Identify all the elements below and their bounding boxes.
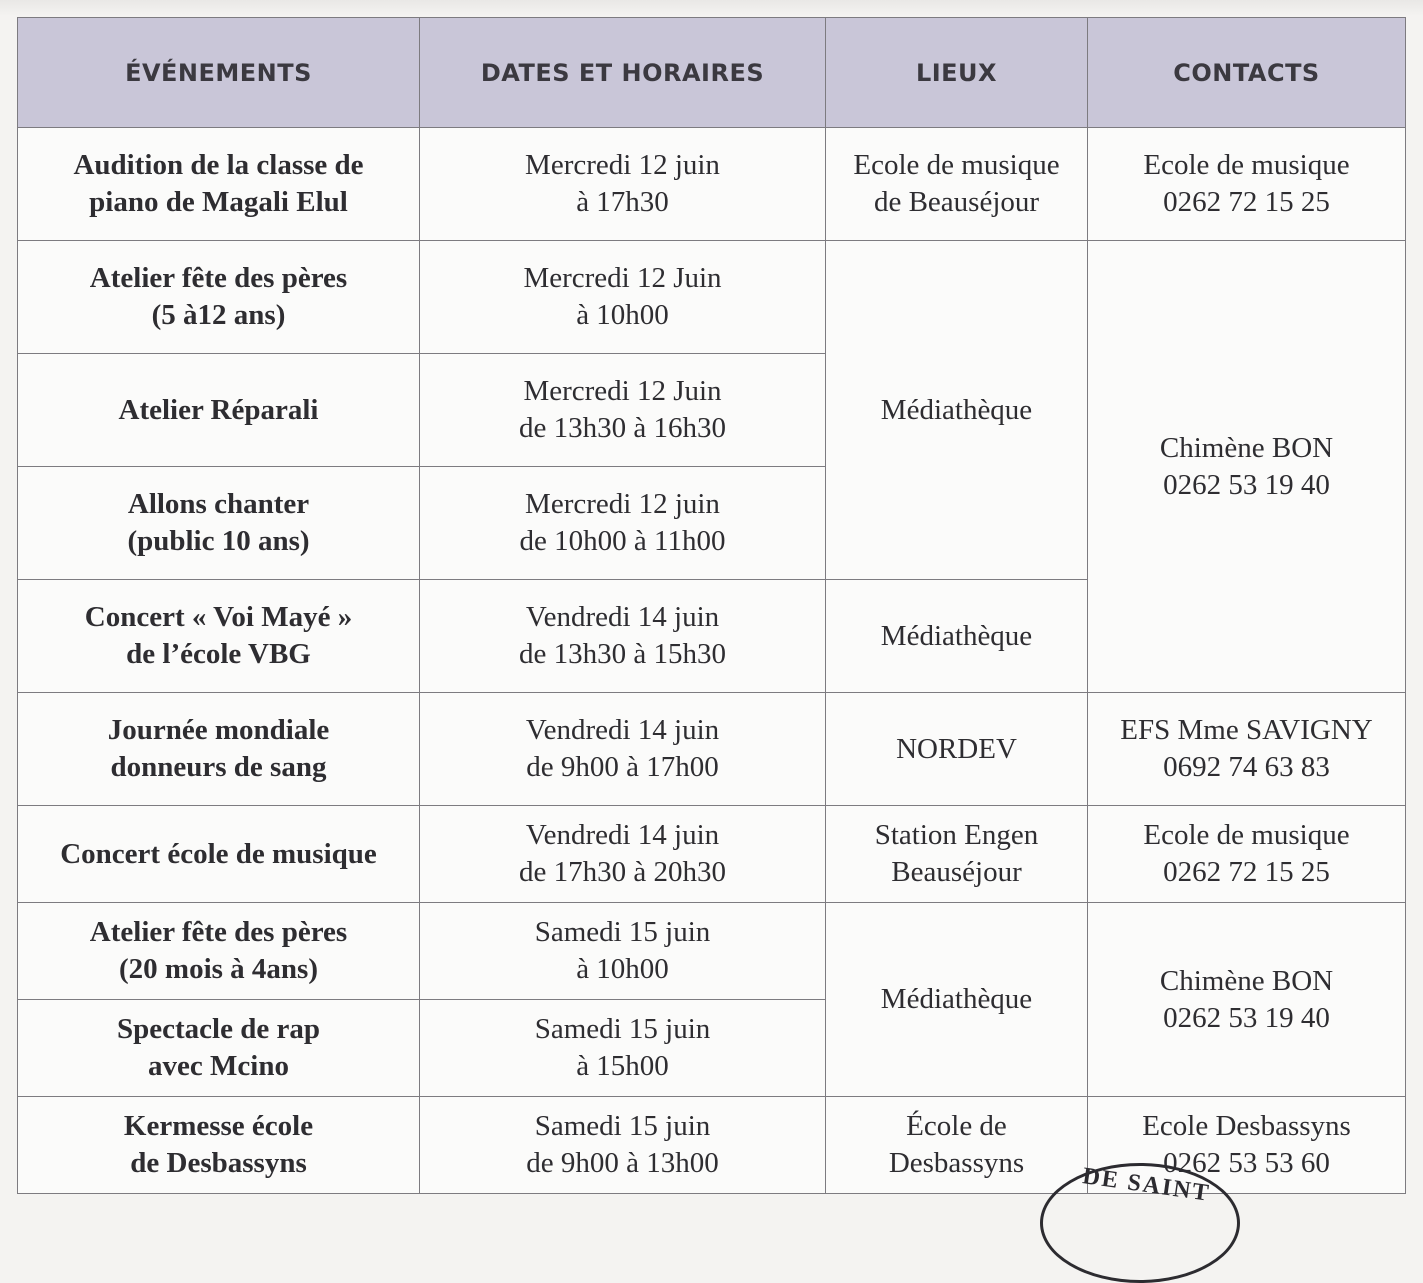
page-top-edge <box>0 0 1423 16</box>
event-line: donneurs de sang <box>110 751 327 783</box>
place-line: École de <box>906 1110 1007 1142</box>
event-cell <box>18 1000 420 1097</box>
contact-cell <box>1088 128 1406 241</box>
place-line: Médiathèque <box>880 393 1033 426</box>
event-line: (20 mois à 4ans) <box>119 953 318 985</box>
date-cell <box>420 241 826 354</box>
contact-cell <box>1088 693 1406 806</box>
place-cell <box>826 580 1088 693</box>
event-cell <box>18 903 420 1000</box>
event-cell <box>18 580 420 693</box>
header-events: ÉVÉNEMENTS <box>18 18 420 128</box>
date-line: Vendredi 14 juin <box>525 714 720 746</box>
contact-phone: 0262 72 15 25 <box>1163 186 1330 218</box>
contact-name: Chimène BON <box>1159 964 1334 997</box>
date-line: Mercredi 12 juin <box>525 488 720 520</box>
event-cell <box>18 241 420 354</box>
contact-phone: 0262 53 19 40 <box>1163 468 1330 501</box>
event-line: Audition de la classe de <box>73 149 364 181</box>
event-line: (public 10 ans) <box>127 525 310 557</box>
events-table <box>17 17 1406 1194</box>
table-row <box>18 128 1406 241</box>
table-row <box>18 806 1406 903</box>
date-line: Mercredi 12 Juin <box>523 262 722 294</box>
place-line: Station Engen <box>874 819 1039 851</box>
date-cell <box>420 580 826 693</box>
table-row <box>18 241 1406 354</box>
table-row <box>18 903 1406 1000</box>
time-line: à 10h00 <box>576 953 669 985</box>
date-cell <box>420 1097 826 1194</box>
event-line: Concert « Voi Mayé » <box>84 601 353 633</box>
contact-phone: 0692 74 63 83 <box>1163 751 1330 783</box>
event-cell <box>18 693 420 806</box>
date-cell <box>420 1000 826 1097</box>
header-contacts: CONTACTS <box>1088 18 1406 128</box>
header-places: LIEUX <box>826 18 1088 128</box>
time-line: de 9h00 à 17h00 <box>526 751 719 783</box>
contact-cell <box>1088 903 1406 1097</box>
place-line: Desbassyns <box>888 1147 1025 1179</box>
place-line: Beauséjour <box>891 856 1022 888</box>
contact-name: Ecole de musique <box>1143 149 1350 181</box>
place-line: NORDEV <box>896 732 1017 765</box>
contact-phone: 0262 53 19 40 <box>1163 1001 1330 1034</box>
event-line: Atelier fête des pères <box>89 262 348 294</box>
header-dates: DATES ET HORAIRES <box>420 18 826 128</box>
contact-cell <box>1088 241 1406 693</box>
contact-name: Chimène BON <box>1159 431 1334 464</box>
place-line: Médiathèque <box>880 983 1033 1015</box>
date-line: Samedi 15 juin <box>534 1013 711 1045</box>
contact-name: EFS Mme SAVIGNY <box>1120 714 1373 746</box>
contact-name: Ecole de musique <box>1143 819 1350 851</box>
date-line: Mercredi 12 Juin <box>523 375 722 407</box>
event-line: Concert école de musique <box>60 837 377 870</box>
header-row <box>18 18 1406 128</box>
date-line: Vendredi 14 juin <box>525 819 720 851</box>
place-cell <box>826 1097 1088 1194</box>
place-cell <box>826 806 1088 903</box>
event-line: Spectacle de rap <box>117 1013 320 1045</box>
date-line: Mercredi 12 juin <box>525 149 720 181</box>
contact-phone: 0262 53 53 60 <box>1163 1147 1330 1179</box>
event-line: Atelier Réparali <box>118 393 319 426</box>
event-line: piano de Magali Elul <box>89 186 348 218</box>
event-line: de Desbassyns <box>130 1147 307 1179</box>
time-line: de 9h00 à 13h00 <box>526 1147 719 1179</box>
date-cell <box>420 467 826 580</box>
date-cell <box>420 903 826 1000</box>
date-cell <box>420 128 826 241</box>
event-cell <box>18 467 420 580</box>
place-cell <box>826 903 1088 1097</box>
contact-phone: 0262 72 15 25 <box>1163 856 1330 888</box>
date-cell <box>420 693 826 806</box>
date-cell <box>420 354 826 467</box>
date-line: Samedi 15 juin <box>534 916 711 948</box>
event-cell <box>18 806 420 903</box>
place-cell <box>826 128 1088 241</box>
time-line: de 17h30 à 20h30 <box>519 856 726 888</box>
time-line: de 10h00 à 11h00 <box>519 525 726 557</box>
stamp-text: DE SAINT <box>1080 1163 1212 1207</box>
place-line: de Beauséjour <box>873 186 1040 218</box>
place-line: Ecole de musique <box>853 149 1060 181</box>
event-line: (5 à12 ans) <box>151 299 286 331</box>
date-cell <box>420 806 826 903</box>
contact-cell <box>1088 806 1406 903</box>
time-line: à 10h00 <box>576 299 669 331</box>
place-cell <box>826 693 1088 806</box>
time-line: à 17h30 <box>576 186 669 218</box>
event-line: Journée mondiale <box>107 714 330 746</box>
date-line: Vendredi 14 juin <box>525 601 720 633</box>
time-line: à 15h00 <box>576 1050 669 1082</box>
time-line: de 13h30 à 16h30 <box>519 412 726 444</box>
event-line: Allons chanter <box>127 488 310 520</box>
date-line: Samedi 15 juin <box>534 1110 711 1142</box>
table-row <box>18 693 1406 806</box>
contact-name: Ecole Desbassyns <box>1142 1110 1351 1142</box>
event-line: de l’école VBG <box>126 638 311 670</box>
place-cell <box>826 241 1088 580</box>
event-cell <box>18 354 420 467</box>
event-cell <box>18 128 420 241</box>
event-line: Atelier fête des pères <box>89 916 348 948</box>
event-line: avec Mcino <box>148 1050 289 1082</box>
place-line: Médiathèque <box>880 619 1033 652</box>
event-cell <box>18 1097 420 1194</box>
event-line: Kermesse école <box>123 1110 314 1142</box>
time-line: de 13h30 à 15h30 <box>519 638 726 670</box>
